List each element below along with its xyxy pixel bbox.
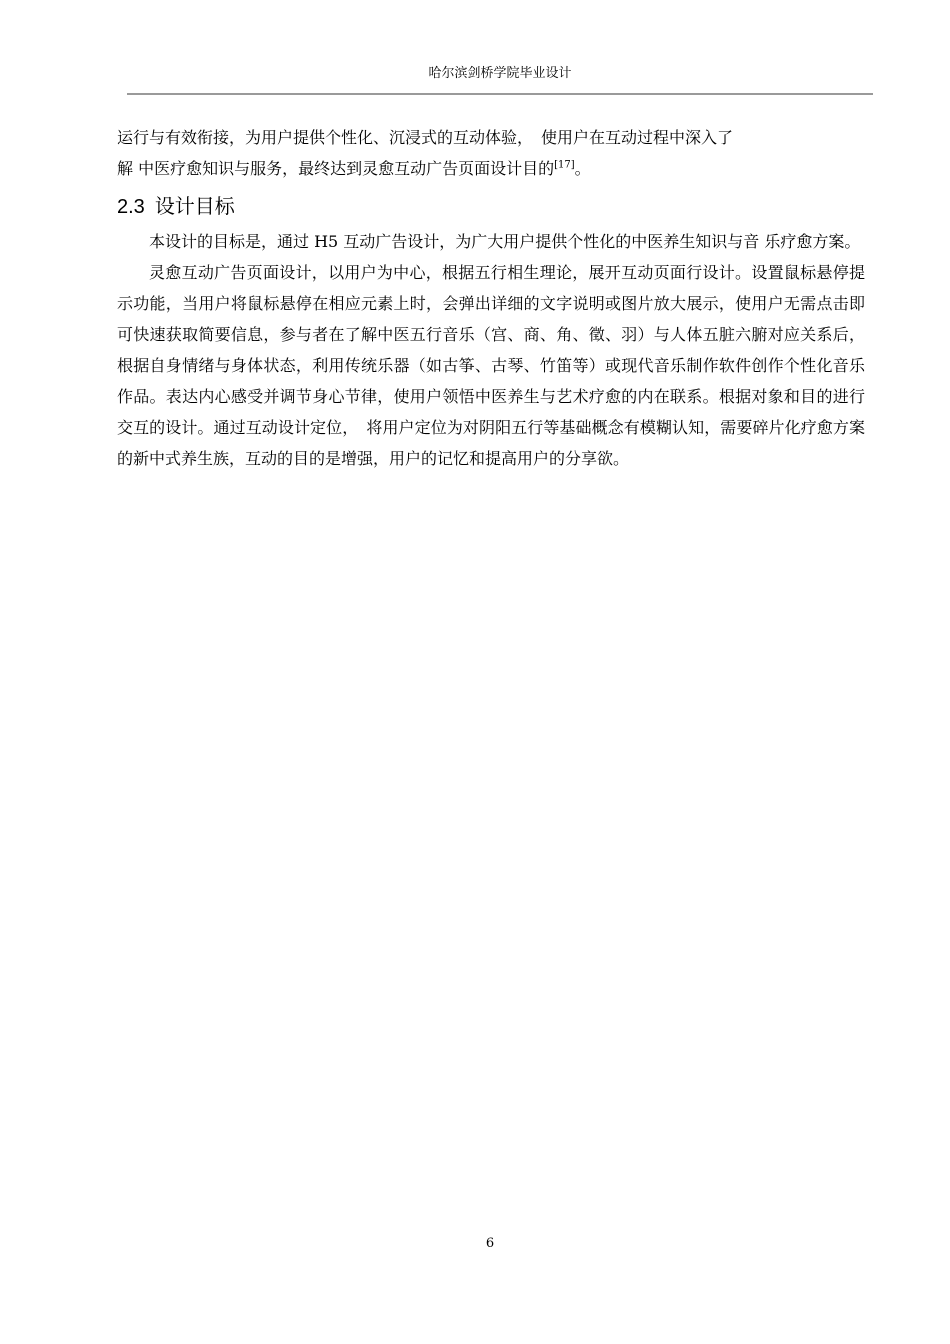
page-number: 6 <box>485 1236 495 1251</box>
section-number: 2.3 <box>117 196 145 218</box>
continuation-line-2: 解 中医疗愈知识与服务，最终达到灵愈互动广告页面设计目的 <box>117 159 555 178</box>
section-heading <box>117 192 865 221</box>
paragraph-design-description: 灵愈互动广告页面设计，以用户为中心，根据五行相生理论，展开互动页面行设计。设置鼠标悬停提示功能，当用户将鼠标悬停在相应元素上时，会弹出详细的文字说明或图片放大展示，使用户无需点击即可快速获取简要信息，参与者在了解中医五行音乐（宫、商、角、徵、羽）与人体五脏六腑对应关系后，根据自身情绪与身体状态，利用传统乐器（如古筝、古琴、竹笛等）或现代音乐制作软件创作个性化音乐作品。表达内心感受并调节身心节律，使用户领悟中医养生与艺术疗愈的内在联系。根据对象和目的进行交互的设计。通过互动设计定位， 将用户定位为对阴阳五行等基础概念有模糊认知，需要碎片化疗愈方案的新中式养生族，互动的目的是增强，用户的记忆和提高用户的分享欲。 <box>117 263 865 468</box>
continuation-end: 。 <box>574 159 591 178</box>
section-title: 设计目标 <box>154 194 235 218</box>
header-divider <box>127 93 873 95</box>
page-header-title: 哈尔滨剑桥学院毕业设计 <box>428 66 572 81</box>
continuation-line-1: 运行与有效衔接，为用户提供个性化、沉浸式的互动体验， 使用户在互动过程中深入了 <box>117 128 734 147</box>
citation-17: [17] <box>554 159 575 171</box>
paragraph-design-goal: 本设计的目标是，通过 H5 互动广告设计，为广大用户提供个性化的中医养生知识与音 乐疗愈方案。 <box>149 232 861 251</box>
continuation-paragraph <box>117 122 865 184</box>
document-body <box>117 122 865 474</box>
